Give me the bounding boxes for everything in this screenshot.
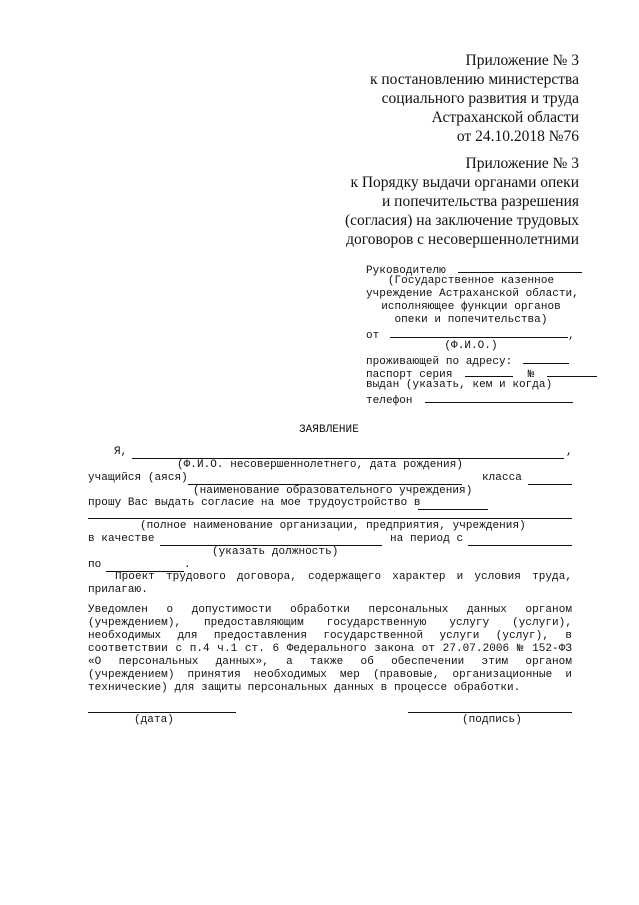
date-hint: (дата) — [134, 714, 174, 726]
recipient-org-line3: исполняющее функции органов — [381, 301, 561, 313]
recipient-issued-label: выдан (указать, кем и когда) — [366, 379, 553, 391]
appendix-order-line3: (согласия) на заключение трудовых — [344, 212, 579, 229]
recipient-passport-series-field[interactable] — [465, 366, 513, 377]
appendix-order-line1: к Порядку выдачи органами опеки — [350, 174, 579, 191]
appendix-order-title: Приложение № 3 — [465, 155, 579, 172]
appendix-resolution-line2: социального развития и труда — [381, 90, 579, 107]
request-text: прошу Вас выдать согласие на мое трудоустройство в — [88, 497, 421, 509]
student-label: учащийся (аяся) — [88, 472, 188, 484]
signature-hint: (подпись) — [462, 714, 522, 726]
school-hint: (наименование образовательного учреждения) — [193, 485, 473, 497]
recipient-fio-hint: (Ф.И.О.) — [444, 340, 498, 352]
recipient-phone-label: телефон — [366, 395, 413, 407]
appendix-resolution-title: Приложение № 3 — [465, 52, 579, 69]
appendix-resolution-line3: Астраханской области — [431, 109, 579, 126]
period-until-label: по — [88, 559, 102, 571]
recipient-org-line4: опеки и попечительства) — [394, 314, 548, 326]
position-hint: (указать должность) — [212, 546, 339, 558]
statement-title: ЗАЯВЛЕНИЕ — [299, 424, 359, 436]
minor-name-hint: (Ф.И.О. несовершеннолетнего, дата рождения) — [177, 459, 463, 471]
recipient-head-field[interactable] — [458, 262, 582, 273]
appendix-order-line4: договоров с несовершеннолетними — [346, 231, 579, 248]
signature-field[interactable] — [408, 712, 572, 713]
recipient-head-label: Руководителю — [366, 265, 446, 277]
recipient-from-field[interactable] — [390, 327, 568, 338]
recipient-address-field[interactable] — [523, 353, 569, 364]
consent-paragraph: Уведомлен о допустимости обработки персональных данных органом (учреждением), предоставляющим государственную услугу (услуги), необходимых для предоставления государственной услуги (услуг), в соответствии с п.4 ч.1 ст. 6 Федерального закона от 27.07.2006 № 152-ФЗ «О персональных данных», а также об обеспечении этим органом (учреждением) принятия необходимых мер (правовые, организационные и технические) для защиты персональных данных в процессе обработки. — [88, 604, 572, 694]
employment-place-field[interactable] — [418, 509, 488, 510]
recipient-from-comma: , — [567, 330, 575, 342]
class-label: класса — [482, 472, 522, 484]
organization-hint: (полное наименование организации, предприятия, учреждения) — [140, 520, 526, 532]
recipient-block — [366, 262, 579, 407]
appendix-resolution-line4: от 24.10.2018 №76 — [456, 128, 579, 145]
period-from-label: на период с — [390, 533, 464, 545]
recipient-from-label: от — [366, 330, 380, 342]
date-field[interactable] — [88, 712, 236, 713]
statement-i-comma: , — [566, 446, 573, 458]
recipient-org-line2: учреждение Астраханской области, — [366, 288, 579, 300]
statement-i-label: Я, — [114, 446, 128, 458]
appendix-resolution-header — [370, 51, 579, 146]
recipient-phone-field[interactable] — [425, 392, 573, 403]
recipient-org-line1: (Государственное казенное — [387, 275, 555, 287]
contract-paragraph: Проект трудового договора, содержащего характер и условия труда, прилагаю. — [88, 571, 572, 596]
recipient-passport-label: паспорт серия — [366, 369, 453, 381]
class-field[interactable] — [528, 484, 572, 485]
organization-field[interactable] — [88, 518, 572, 519]
recipient-passport-number-field[interactable] — [547, 366, 597, 377]
recipient-number-label: № — [527, 369, 535, 381]
appendix-order-line2: и попечительства разрешения — [382, 193, 579, 210]
appendix-resolution-line1: к постановлению министерства — [369, 71, 579, 88]
period-until-dot: . — [184, 559, 191, 571]
appendix-order-header — [345, 154, 579, 249]
position-label: в качестве — [88, 533, 155, 545]
period-from-field[interactable] — [468, 545, 572, 546]
recipient-address-label: проживающей по адресу: — [366, 356, 513, 368]
